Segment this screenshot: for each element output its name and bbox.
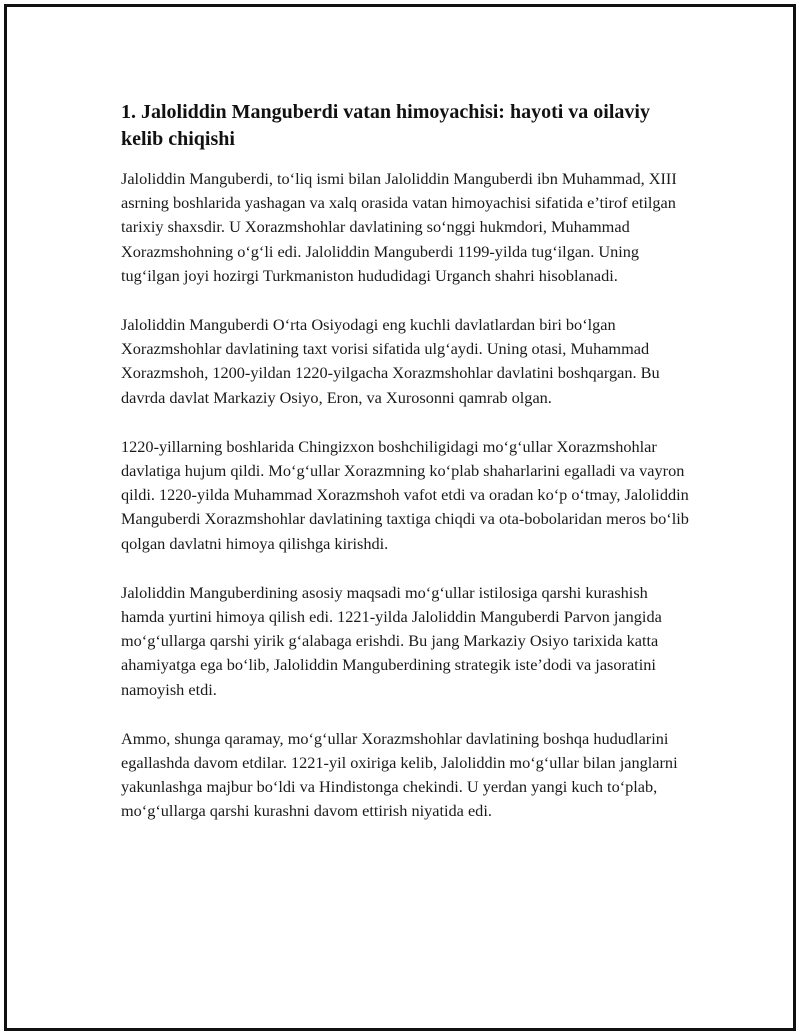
paragraph-1: Jaloliddin Manguberdi, to‘liq ismi bilan Jaloliddin Manguberdi ibn Muhammad, XIII asrning boshlarida yashagan va xalq orasida vatan himoyachisi sifatida e’tirof etilgan tarixiy shaxsdir. U Xorazmshohlar davlatining so‘nggi hukmdori, Muhammad Xorazmshohning o‘g‘li edi. Jaloliddin Manguberdi 1199-yilda tug‘ilgan. Uning tug‘ilgan joyi hozirgi Turkmaniston hududidagi Urganch shahri hisoblanadi. — [121, 169, 677, 285]
paragraph-2: Jaloliddin Manguberdi O‘rta Osiyodagi eng kuchli davlatlardan biri bo‘lgan Xorazmshohlar davlatining taxt vorisi sifatida ulg‘aydi. Uning otasi, Muhammad Xorazmshoh, 1200-yildan 1220-yilgacha Xorazmshohlar davlatini boshqargan. Bu davrda davlat Markaziy Osiyo, Eron, va Xurosonni qamrab olgan. — [121, 315, 660, 407]
document-body — [121, 99, 693, 849]
paragraph-3: 1220-yillarning boshlarida Chingizxon boshchiligidagi mo‘g‘ullar Xorazmshohlar davlatiga hujum qildi. Mo‘g‘ullar Xorazmning ko‘plab shaharlarini egalladi va vayron qildi. 1220-yilda Muhammad Xorazmshoh vafot etdi va oradan ko‘p o‘tmay, Jaloliddin Manguberdi Xorazmshohlar davlatining taxtiga chiqdi va ota-bobolaridan meros bo‘lib qolgan davlatni himoya qilishga kirishdi. — [121, 436, 689, 553]
paragraph-4: Jaloliddin Manguberdining asosiy maqsadi mo‘g‘ullar istilosiga qarshi kurashish hamda yurtini himoya qilish edi. 1221-yilda Jaloliddin Manguberdi Parvon jangida mo‘g‘ullarga qarshi yirik g‘alabaga erishdi. Bu jang Markaziy Osiyo tarixida katta ahamiyatga ega bo‘lib, Jaloliddin Manguberdining strategik iste’dodi va jasoratini namoyish etdi. — [121, 582, 662, 699]
page-frame — [4, 4, 796, 1031]
section-heading: 1. Jaloliddin Manguberdi vatan himoyachisi: hayoti va oilaviy kelib chiqishi — [121, 101, 650, 150]
paragraph-5: Ammo, shunga qaramay, mo‘g‘ullar Xorazmshohlar davlatining boshqa hududlarini egallashda davom etdilar. 1221-yil oxiriga kelib, Jaloliddin mo‘g‘ullar bilan janglarni yakunlashga majbur bo‘ldi va Hindistonga chekindi. U yerdan yangi kuch to‘plab, mo‘g‘ullarga qarshi kurashni davom ettirish niyatida edi. — [121, 728, 678, 821]
